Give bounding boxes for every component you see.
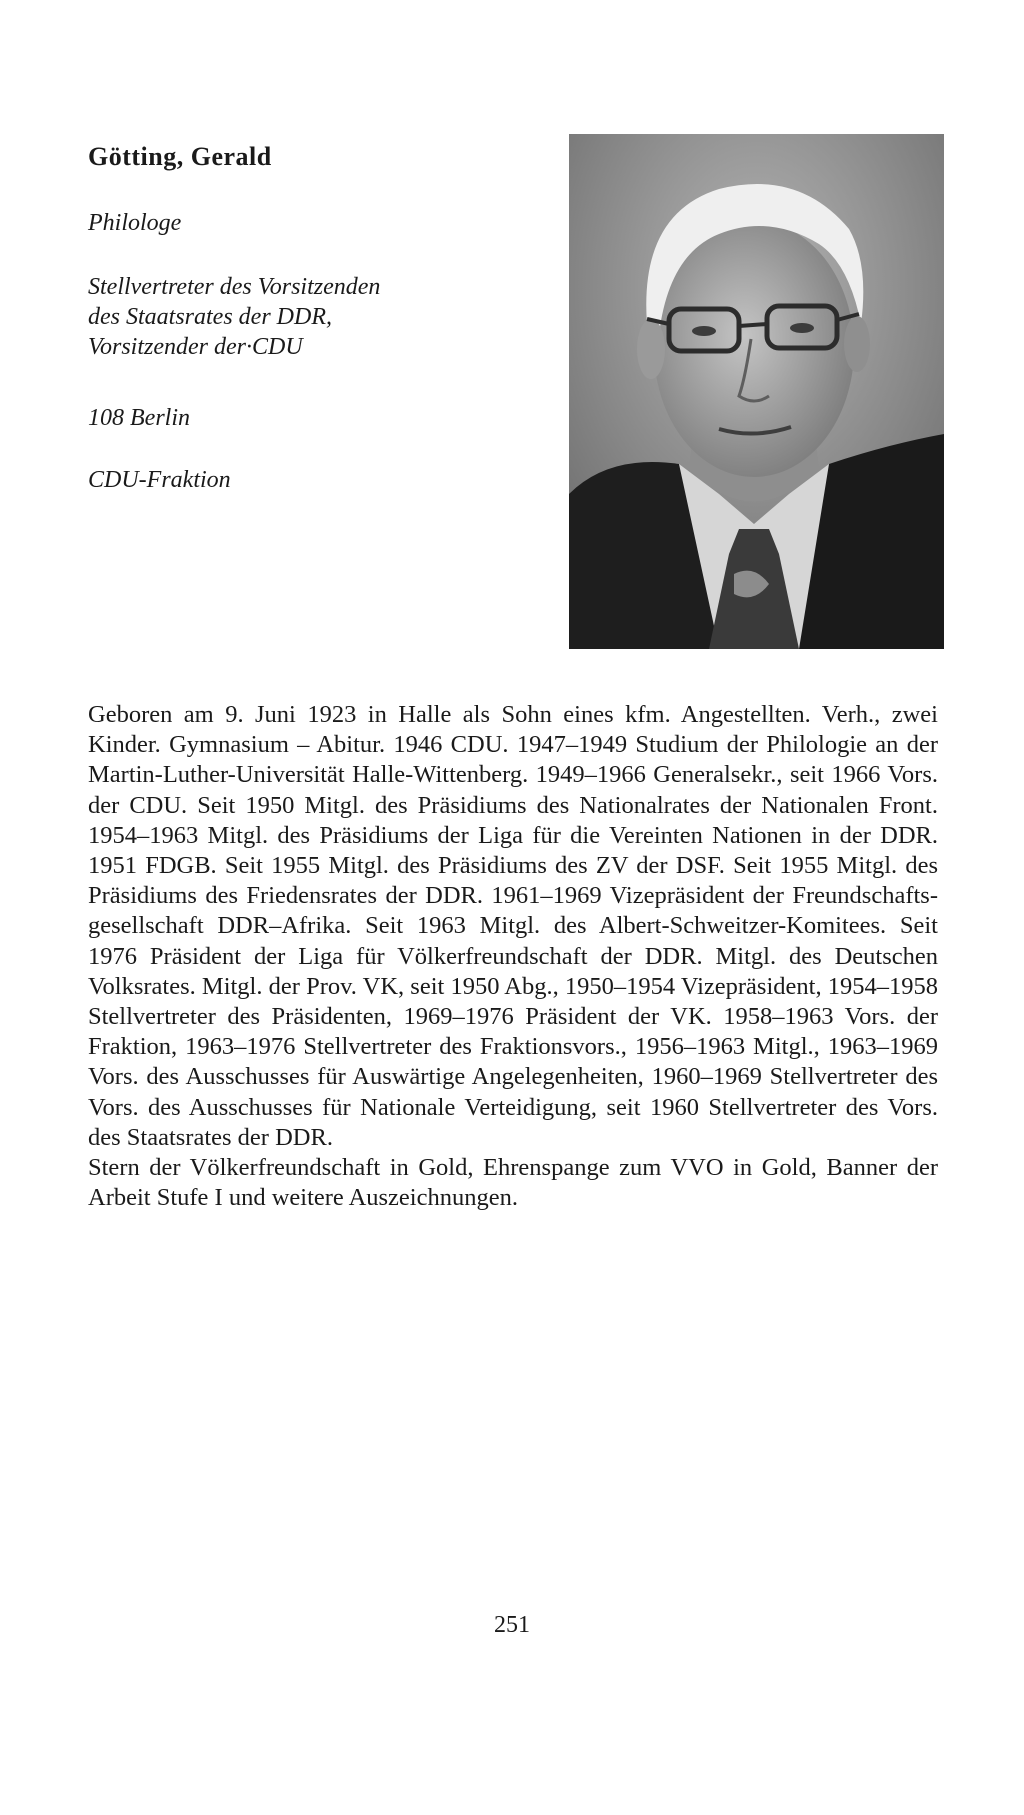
glasses-bridge — [739, 324, 767, 326]
biography-paragraph: Geboren am 9. Juni 1923 in Halle als Sohn eines kfm. Angestellten. Verh., zwei Kinder. Gymnasium – Abitur. 1946 CDU. 1947–1949 Studium der Philologie an der Martin-Luther-Universität Halle-Wittenberg. 1949–1966 Generalsekr., seit 1966 Vors. der CDU. Seit 1950 Mitgl. des Präsidiums des Nationalrates der Nationalen Front. 1954–1963 Mitgl. des Präsidiums der Liga für die Vereinten Nationen in der DDR. 1951 FDGB. Seit 1955 Mitgl. des Präsidiums des ZV der DSF. Seit 1955 Mitgl. des Präsidiums des Friedensrates der DDR. 1961–1969 Vizepräsident der Freundschaftsgesellschaft DDR–Afrika. Seit 1963 Mitgl. des Albert-Schweitzer-Komitees. Seit 1976 Präsident der Liga für Völkerfreundschaft der DDR. Mitgl. des Deutschen Volksrates. Mitgl. der Prov. VK, seit 1950 Abg., 1950–1954 Vizepräsident, 1954–1958 Stellvertreter des Präsidenten, 1969–1976 Präsident der VK. 1958–1963 Vors. der Fraktion, 1963–1976 Stellvertreter des Fraktionsvors., 1956–1963 Mitgl., 1963–1969 Vors. des Ausschusses für Auswärtige Angelegenheiten, 1960–1969 Stellvertreter des Vors. des Ausschusses für Nationale Verteidigung, seit 1960 Stellvertreter des Vors. des Staatsrates der DDR. — [88, 701, 938, 1151]
awards-paragraph: Stern der Völkerfreundschaft in Gold, Ehrenspange zum VVO in Gold, Banner der Arbeit Stufe I und weitere Auszeichnungen. — [88, 1154, 938, 1212]
entry-address: 108 Berlin — [88, 405, 190, 431]
portrait-photo-icon — [569, 134, 944, 649]
function-line: Vorsitzender der·CDU — [88, 334, 303, 360]
function-line: Stellvertreter des Vorsitzenden — [88, 274, 381, 300]
entry-function — [88, 272, 488, 362]
entry-profession: Philologe — [88, 210, 182, 236]
page-number: 251 — [494, 1612, 530, 1638]
entry-name: Götting, Gerald — [88, 142, 272, 171]
ear — [637, 319, 665, 379]
function-line: des Staatsrates der DDR, — [88, 304, 332, 330]
portrait-photo — [569, 134, 944, 649]
biography — [88, 700, 938, 1213]
eye — [790, 323, 814, 333]
ear — [844, 316, 870, 372]
eye — [692, 326, 716, 336]
entry-faction: CDU-Fraktion — [88, 467, 231, 493]
